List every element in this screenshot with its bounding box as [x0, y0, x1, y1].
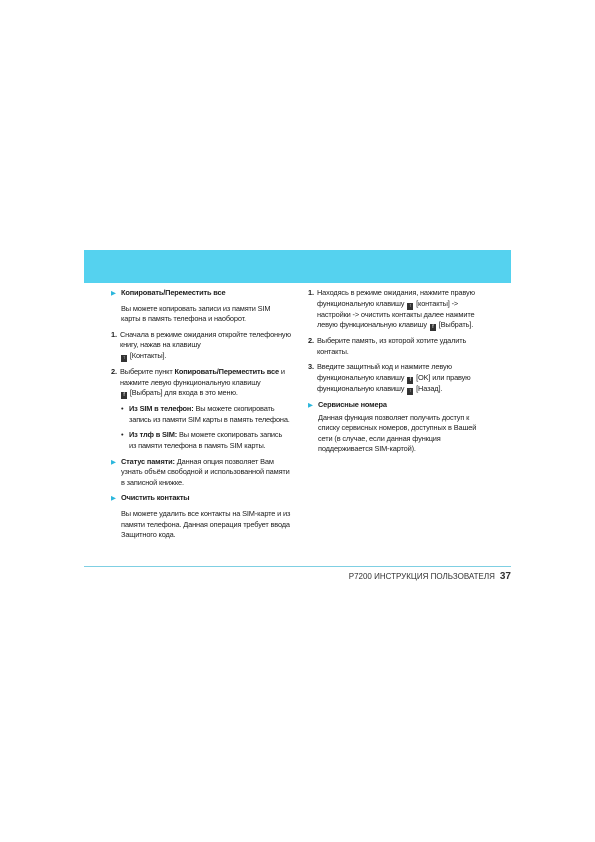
step-text: [Выбрать]. [438, 320, 474, 330]
left-softkey-icon: f [430, 324, 436, 331]
right-column [308, 288, 486, 460]
left-column [111, 288, 291, 546]
right-softkey-icon: ↑ [122, 354, 126, 361]
step-text: [OK] или правую функциональную клавишу [317, 372, 471, 393]
section-text: Вы можете удалить все контакты на SIM-карте и из памяти телефона. Данная операция требует ввода Защитного кода. [121, 508, 291, 540]
triangle-right-icon: ▶ [111, 290, 116, 297]
step-text: [Назад]. [416, 383, 443, 393]
section-text: Данная функция позволяет получить доступ к списку сервисных номеров, доступных в Вашей сети (в случае, если данная функция поддерживается SIM-картой). [318, 412, 477, 454]
footer-rule [84, 566, 511, 567]
section-service-numbers [308, 400, 486, 455]
section-title: Сервисные номера [318, 399, 387, 409]
step-text: и нажмите левую функциональную клавишу [120, 366, 285, 387]
step-text: [Выбрать] для входа в это меню. [129, 388, 238, 398]
menu-item-name: Копировать/Переместить все [174, 366, 279, 376]
footer-title: P7200 ИНСТРУКЦИЯ ПОЛЬЗОВАТЕЛЯ [348, 572, 495, 581]
right-softkey-icon: ↑ [409, 302, 412, 309]
section-memory-status [111, 457, 291, 489]
step-number: 1. [111, 329, 117, 339]
bullet-text: Вы можете скопировать запись из памяти телефона в память SIM карты. [129, 430, 283, 450]
section-text: Данная опция позволяет Вам узнать объём свободной и использованной памяти в записной книжке. [121, 456, 290, 487]
header-band [84, 250, 511, 283]
step-2 [308, 336, 486, 357]
section-copy-move-all [111, 288, 291, 325]
step-1 [111, 330, 291, 362]
section-title: Очистить контакты [121, 493, 190, 503]
step-text: Выберите память, из которой хотите удалить контакты. [317, 336, 467, 356]
step-number: 3. [308, 362, 314, 372]
page-footer [349, 571, 511, 582]
step-2 [111, 367, 291, 452]
section-title: Копировать/Переместить все [121, 288, 226, 297]
triangle-right-icon: ▶ [111, 495, 116, 503]
bullet-label: Из SIM в телефон: [129, 404, 194, 414]
bullet-sim-to-phone [120, 404, 291, 425]
triangle-right-icon: ▶ [111, 458, 116, 466]
step-text: Введите защитный код и нажмите левую функциональную клавишу [317, 362, 452, 382]
bullet-dot: • [121, 404, 124, 414]
section-text: Вы можете копировать записи из памяти SIM карты в память телефона и наоборот. [121, 303, 271, 324]
bullet-label: Из тлф в SIM: [129, 430, 178, 440]
step-number: 2. [308, 336, 314, 346]
step-text: Находясь в режиме ожидания, нажмите правую функциональную клавишу [317, 288, 475, 308]
bullet-text: Вы можете скопировать запись из памяти SIM карты в память телефона. [129, 404, 290, 424]
step-1 [308, 288, 486, 331]
left-softkey-icon: f [407, 377, 413, 384]
step-text-key: [Контакты]. [129, 350, 167, 360]
left-softkey-icon: f [121, 392, 127, 399]
triangle-right-icon: ▶ [308, 401, 313, 409]
step-text: Выберите пункт [120, 366, 173, 376]
step-number: 2. [111, 366, 117, 376]
section-title: Статус памяти: [121, 456, 175, 466]
page-number: 37 [499, 571, 511, 582]
right-softkey-icon: ↑ [409, 387, 412, 394]
section-clear-contacts [111, 493, 291, 540]
step-text: [контакты] -> настройки -> очистить контакты далее нажмите левую функциональную клавишу [317, 298, 475, 330]
step-text: Сначала в режиме ожидания откройте телефонную книгу, нажав на клавишу [120, 329, 291, 350]
bullet-dot: • [121, 430, 124, 440]
bullet-phone-to-sim [120, 430, 291, 451]
step-number: 1. [308, 288, 314, 297]
step-3 [308, 362, 486, 395]
